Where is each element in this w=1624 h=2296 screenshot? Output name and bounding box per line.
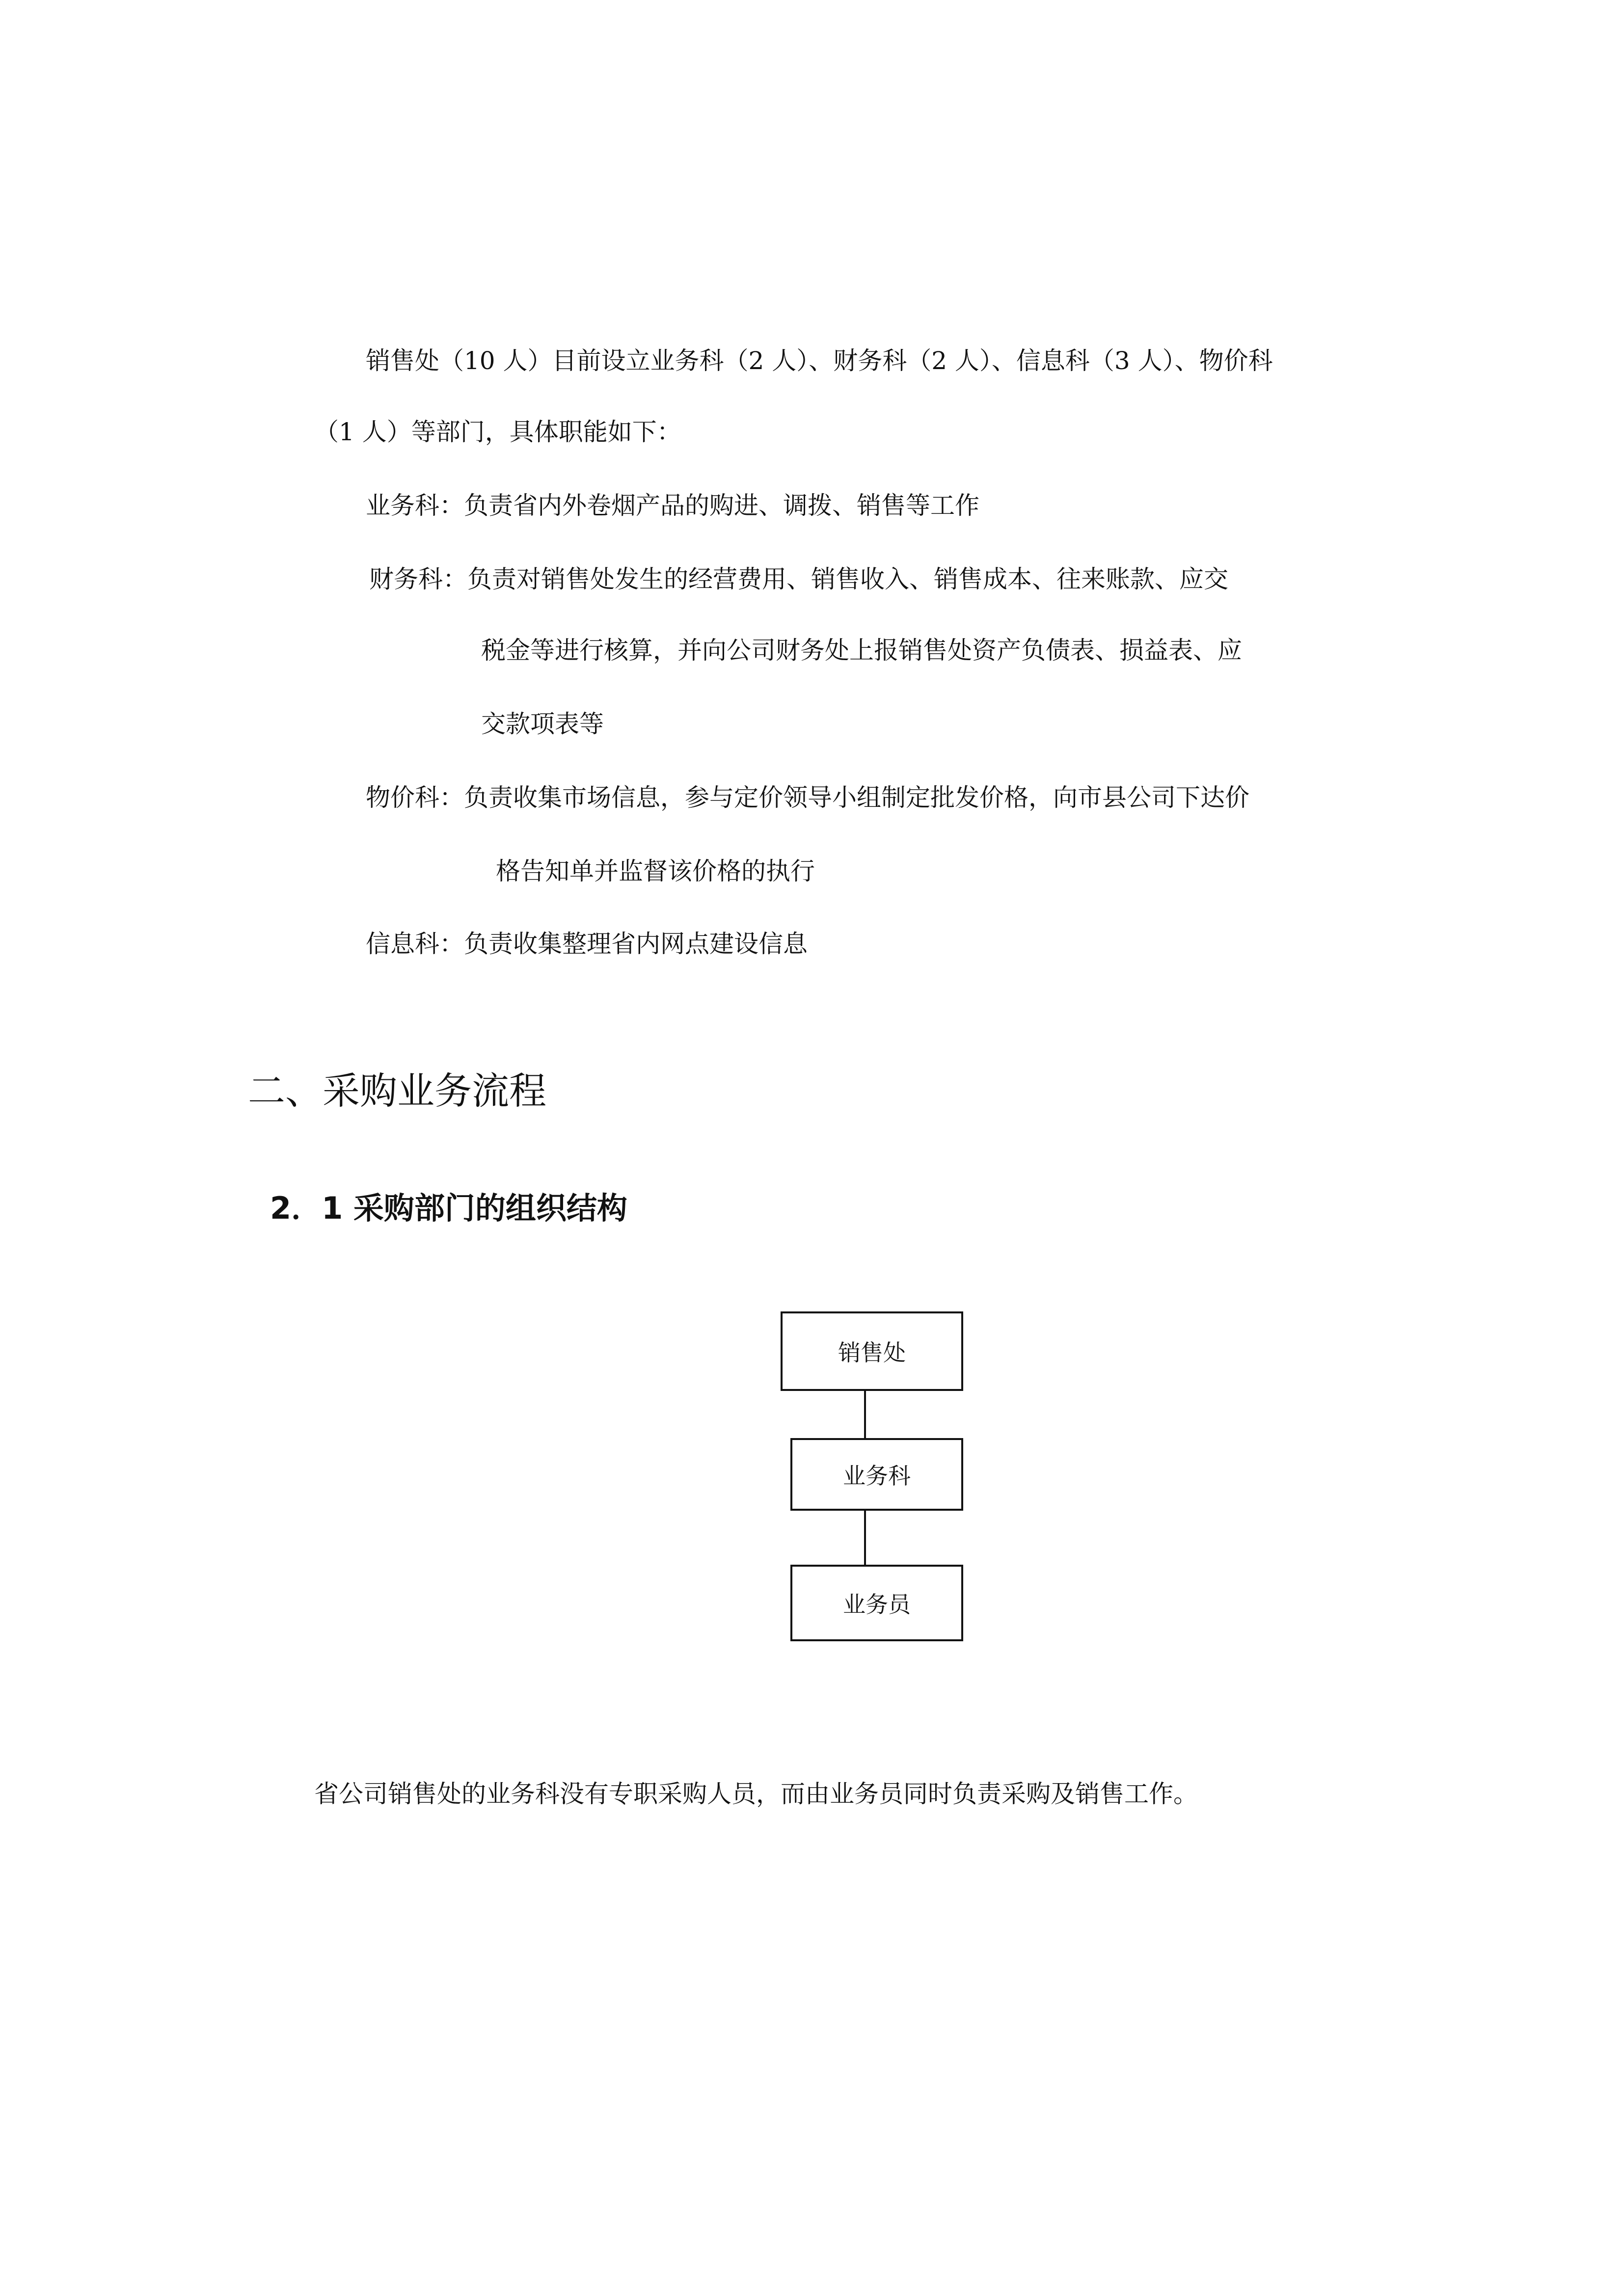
org-connector (864, 1391, 866, 1438)
dept-business: 业务科：负责省内外卷烟产品的购进、调拨、销售等工作 (366, 491, 979, 520)
dept-price-line-1: 物价科：负责收集市场信息，参与定价领导小组制定批发价格，向市县公司下达价 (366, 783, 1249, 812)
dept-finance-line-2: 税金等进行核算，并向公司财务处上报销售处资产负债表、损益表、应 (481, 636, 1242, 665)
section-heading: 二、采购业务流程 (248, 1069, 546, 1113)
subsection-heading: 2．1 采购部门的组织结构 (270, 1190, 627, 1226)
org-box-business-section (790, 1438, 963, 1511)
dept-finance-line-1: 财务科：负责对销售处发生的经营费用、销售收入、销售成本、往来账款、应交 (369, 565, 1228, 593)
intro-line-2: （1 人）等部门，具体职能如下： (314, 418, 681, 446)
org-connector (864, 1511, 866, 1565)
org-box-label: 业务科 (843, 1463, 911, 1489)
org-box-sales-office (781, 1311, 963, 1391)
org-box-label: 业务员 (843, 1591, 911, 1618)
dept-price-line-2: 格告知单并监督该价格的执行 (496, 857, 815, 885)
closing-paragraph: 省公司销售处的业务科没有专职采购人员，而由业务员同时负责采购及销售工作。 (314, 1780, 1198, 1808)
dept-finance-line-3: 交款项表等 (481, 710, 604, 738)
intro-line-1: 销售处（10 人）目前设立业务科（2 人）、财务科（2 人）、信息科（3 人）、物价科 (366, 347, 1273, 375)
dept-info: 信息科：负责收集整理省内网点建设信息 (366, 930, 808, 958)
org-box-salesperson (790, 1565, 963, 1641)
org-box-label: 销售处 (838, 1339, 906, 1366)
